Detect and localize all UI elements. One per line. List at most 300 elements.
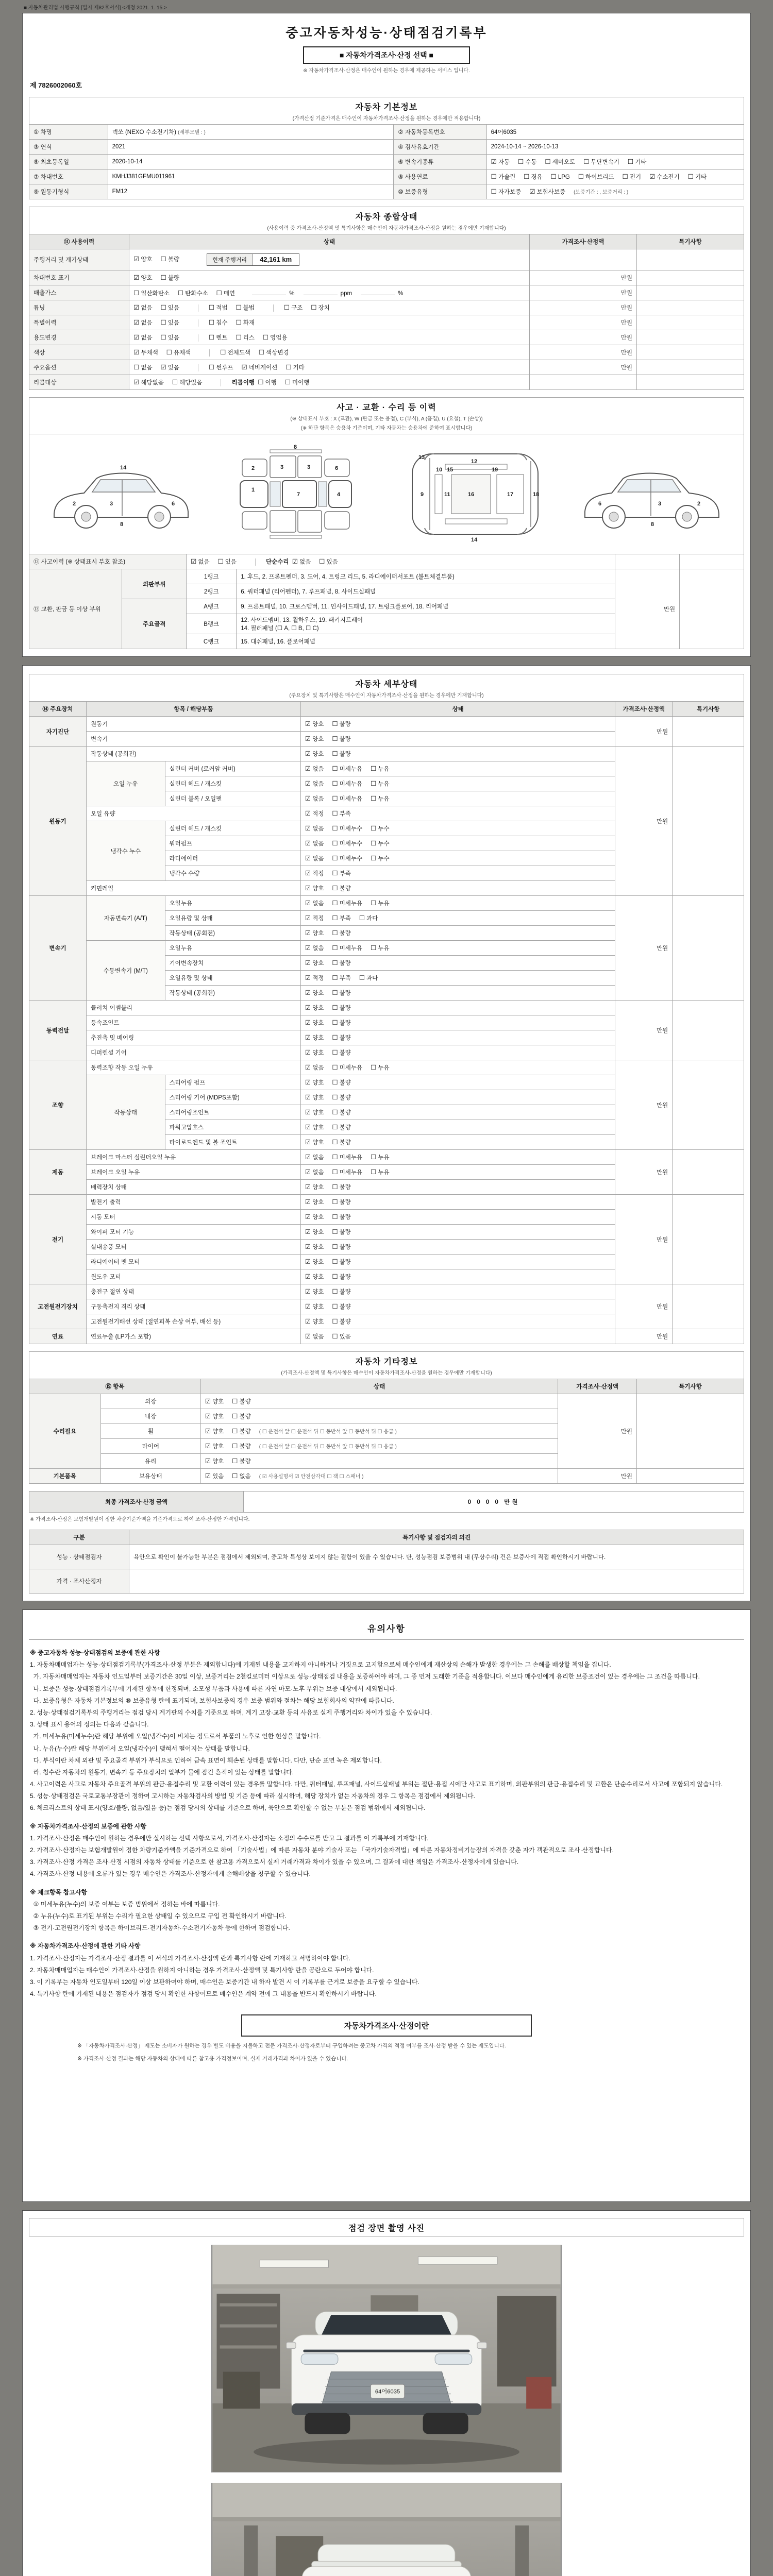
checkbox-option[interactable] (133, 289, 170, 297)
unchecked-checkbox-icon[interactable]: ☐ (209, 319, 215, 326)
checked-checkbox-icon[interactable]: ☑ (133, 334, 140, 341)
checkbox-option[interactable] (133, 303, 152, 312)
checkbox-option[interactable] (332, 1243, 350, 1251)
checkbox-option[interactable] (205, 1472, 224, 1480)
checked-checkbox-icon[interactable]: ☑ (305, 1303, 311, 1310)
unchecked-checkbox-icon[interactable]: ☐ (332, 1303, 338, 1310)
checked-checkbox-icon[interactable]: ☑ (305, 1243, 311, 1250)
checkbox-option[interactable] (305, 839, 324, 848)
checkbox-option[interactable] (524, 173, 542, 181)
checked-checkbox-icon[interactable]: ☑ (305, 1318, 311, 1325)
checkbox-option[interactable] (371, 794, 389, 803)
checkbox-option[interactable] (161, 363, 179, 371)
checked-checkbox-icon[interactable]: ☑ (305, 1019, 311, 1026)
checked-checkbox-icon[interactable]: ☑ (205, 1428, 211, 1435)
unchecked-checkbox-icon[interactable]: ☐ (332, 1004, 338, 1011)
checked-checkbox-icon[interactable]: ☑ (305, 855, 311, 862)
checkbox-option[interactable] (305, 1153, 324, 1161)
checkbox-option[interactable] (205, 1442, 224, 1450)
checked-checkbox-icon[interactable]: ☑ (305, 870, 311, 877)
checked-checkbox-icon[interactable]: ☑ (305, 720, 311, 727)
checkbox-option[interactable] (305, 735, 324, 743)
checked-checkbox-icon[interactable]: ☑ (305, 1004, 311, 1011)
checkbox-option[interactable] (332, 944, 362, 952)
checked-checkbox-icon[interactable]: ☑ (305, 914, 311, 922)
unchecked-checkbox-icon[interactable]: ☐ (236, 334, 242, 341)
checkbox-option[interactable] (205, 1412, 224, 1420)
checkbox-option[interactable] (371, 1063, 389, 1072)
unchecked-checkbox-icon[interactable]: ☐ (332, 765, 338, 772)
unchecked-checkbox-icon[interactable]: ☐ (216, 289, 222, 297)
checkbox-option[interactable] (133, 378, 164, 386)
unchecked-checkbox-icon[interactable]: ☐ (262, 334, 269, 341)
checked-checkbox-icon[interactable]: ☑ (305, 1288, 311, 1295)
checkbox-option[interactable] (305, 854, 324, 862)
checkbox-option[interactable] (263, 333, 288, 342)
checkbox-option[interactable] (332, 1123, 350, 1131)
checkbox-option[interactable] (284, 303, 303, 312)
checkbox-option[interactable] (305, 794, 324, 803)
checkbox-option[interactable] (332, 809, 350, 818)
unchecked-checkbox-icon[interactable]: ☐ (332, 989, 338, 996)
checkbox-option[interactable] (305, 1228, 324, 1236)
checkbox-option[interactable] (305, 779, 324, 788)
unchecked-checkbox-icon[interactable]: ☐ (133, 364, 140, 371)
checkbox-option[interactable] (332, 1004, 350, 1012)
unchecked-checkbox-icon[interactable]: ☐ (332, 959, 338, 967)
checkbox-option[interactable] (578, 173, 614, 181)
checkbox-option[interactable] (332, 1048, 350, 1057)
checkbox-option[interactable] (332, 959, 350, 967)
checkbox-option[interactable] (359, 914, 378, 922)
checkbox-option[interactable] (332, 1302, 350, 1311)
checkbox-option[interactable] (205, 1427, 224, 1435)
checkbox-option[interactable] (332, 1078, 350, 1087)
unchecked-checkbox-icon[interactable]: ☐ (232, 1472, 238, 1480)
unchecked-checkbox-icon[interactable]: ☐ (332, 929, 338, 937)
checkbox-option[interactable] (161, 333, 179, 342)
checkbox-option[interactable] (209, 363, 233, 371)
checkbox-option[interactable] (209, 333, 227, 342)
checked-checkbox-icon[interactable]: ☑ (305, 1124, 311, 1131)
unchecked-checkbox-icon[interactable]: ☐ (258, 349, 265, 356)
checkbox-option[interactable] (305, 1019, 324, 1027)
checkbox-option[interactable] (332, 854, 362, 862)
checkbox-option[interactable] (305, 765, 324, 773)
unchecked-checkbox-icon[interactable]: ☐ (217, 558, 224, 565)
checkbox-option[interactable] (305, 1243, 324, 1251)
checked-checkbox-icon[interactable]: ☑ (133, 379, 140, 386)
checkbox-option[interactable] (305, 824, 324, 833)
checkbox-option[interactable] (305, 1213, 324, 1221)
checkbox-option[interactable] (305, 1198, 324, 1206)
checkbox-option[interactable] (332, 824, 362, 833)
checkbox-option[interactable] (172, 378, 203, 386)
checkbox-option[interactable] (551, 173, 570, 180)
checkbox-option[interactable] (371, 1153, 389, 1161)
checked-checkbox-icon[interactable]: ☑ (305, 780, 311, 787)
unchecked-checkbox-icon[interactable]: ☐ (332, 870, 338, 877)
unchecked-checkbox-icon[interactable]: ☐ (160, 274, 166, 281)
unchecked-checkbox-icon[interactable]: ☐ (578, 173, 584, 180)
checked-checkbox-icon[interactable]: ☑ (649, 173, 656, 180)
checked-checkbox-icon[interactable]: ☑ (305, 1198, 311, 1206)
checked-checkbox-icon[interactable]: ☑ (305, 1034, 311, 1041)
checkbox-option[interactable] (332, 1138, 350, 1146)
checked-checkbox-icon[interactable]: ☑ (133, 256, 140, 263)
unchecked-checkbox-icon[interactable]: ☐ (371, 795, 377, 802)
checkbox-option[interactable] (332, 1183, 350, 1191)
checked-checkbox-icon[interactable]: ☑ (305, 1228, 311, 1235)
unchecked-checkbox-icon[interactable]: ☐ (332, 1318, 338, 1325)
checkbox-option[interactable] (133, 348, 158, 357)
checked-checkbox-icon[interactable]: ☑ (305, 1154, 311, 1161)
checkbox-option[interactable] (305, 1258, 324, 1266)
unchecked-checkbox-icon[interactable]: ☐ (332, 750, 338, 757)
checkbox-option[interactable] (242, 363, 278, 371)
checkbox-option[interactable] (305, 1033, 324, 1042)
checkbox-option[interactable] (232, 1442, 250, 1450)
checked-checkbox-icon[interactable]: ☑ (133, 274, 140, 281)
checkbox-option[interactable] (236, 333, 254, 342)
checkbox-option[interactable] (161, 274, 179, 282)
checkbox-option[interactable] (236, 303, 254, 312)
checkbox-option[interactable] (332, 1033, 350, 1042)
checkbox-option[interactable] (305, 720, 324, 728)
checkbox-option[interactable] (133, 333, 152, 342)
checked-checkbox-icon[interactable]: ☑ (305, 1183, 311, 1191)
checkbox-option[interactable] (305, 914, 324, 922)
checkbox-option[interactable] (332, 1213, 350, 1221)
checkbox-option[interactable] (220, 348, 250, 357)
checked-checkbox-icon[interactable]: ☑ (133, 349, 140, 356)
checkbox-option[interactable] (305, 1063, 324, 1072)
unchecked-checkbox-icon[interactable]: ☐ (332, 1124, 338, 1131)
unchecked-checkbox-icon[interactable]: ☐ (332, 1273, 338, 1280)
checkbox-option[interactable] (518, 158, 536, 166)
checkbox-option[interactable] (332, 794, 362, 803)
unchecked-checkbox-icon[interactable]: ☐ (371, 1154, 377, 1161)
checkbox-option[interactable] (305, 1078, 324, 1087)
checked-checkbox-icon[interactable]: ☑ (205, 1398, 211, 1405)
checkbox-option[interactable] (332, 974, 350, 982)
checkbox-option[interactable] (332, 1093, 350, 1101)
unchecked-checkbox-icon[interactable]: ☐ (332, 1034, 338, 1041)
checkbox-option[interactable] (319, 557, 338, 566)
checkbox-option[interactable] (305, 989, 324, 997)
checkbox-option[interactable] (232, 1397, 250, 1405)
checkbox-option[interactable] (232, 1427, 250, 1435)
checkbox-option[interactable] (232, 1472, 250, 1480)
checkbox-option[interactable] (305, 869, 324, 877)
checkbox-option[interactable] (332, 1108, 350, 1116)
unchecked-checkbox-icon[interactable]: ☐ (371, 840, 377, 847)
checked-checkbox-icon[interactable]: ☑ (205, 1443, 211, 1450)
unchecked-checkbox-icon[interactable]: ☐ (332, 720, 338, 727)
unchecked-checkbox-icon[interactable]: ☐ (220, 349, 226, 356)
checkbox-option[interactable] (191, 557, 209, 566)
checked-checkbox-icon[interactable]: ☑ (305, 1333, 311, 1340)
checked-checkbox-icon[interactable]: ☑ (205, 1472, 211, 1480)
unchecked-checkbox-icon[interactable]: ☐ (209, 334, 215, 341)
checkbox-option[interactable] (371, 944, 389, 952)
unchecked-checkbox-icon[interactable]: ☐ (258, 379, 264, 386)
checkbox-option[interactable] (332, 779, 362, 788)
checkbox-option[interactable] (305, 1287, 324, 1296)
unchecked-checkbox-icon[interactable]: ☐ (332, 1109, 338, 1116)
checked-checkbox-icon[interactable]: ☑ (133, 319, 140, 326)
checkbox-option[interactable] (332, 1258, 350, 1266)
unchecked-checkbox-icon[interactable]: ☐ (524, 173, 530, 180)
checked-checkbox-icon[interactable]: ☑ (205, 1458, 211, 1465)
checked-checkbox-icon[interactable]: ☑ (305, 1109, 311, 1116)
unchecked-checkbox-icon[interactable]: ☐ (332, 1288, 338, 1295)
checkbox-option[interactable] (259, 348, 289, 357)
checkbox-option[interactable] (305, 1123, 324, 1131)
checkbox-option[interactable] (332, 1287, 350, 1296)
checked-checkbox-icon[interactable]: ☑ (305, 929, 311, 937)
unchecked-checkbox-icon[interactable]: ☐ (236, 304, 242, 311)
checkbox-option[interactable] (311, 303, 329, 312)
unchecked-checkbox-icon[interactable]: ☐ (627, 158, 634, 165)
checkbox-option[interactable] (332, 1168, 362, 1176)
checked-checkbox-icon[interactable]: ☑ (305, 1213, 311, 1221)
checkbox-option[interactable] (371, 854, 389, 862)
unchecked-checkbox-icon[interactable]: ☐ (332, 900, 338, 907)
checkbox-option[interactable] (305, 959, 324, 967)
unchecked-checkbox-icon[interactable]: ☐ (371, 765, 377, 772)
unchecked-checkbox-icon[interactable]: ☐ (371, 900, 377, 907)
checked-checkbox-icon[interactable]: ☑ (133, 304, 140, 311)
checkbox-option[interactable] (545, 158, 576, 166)
unchecked-checkbox-icon[interactable]: ☐ (332, 825, 338, 832)
checkbox-option[interactable] (371, 839, 389, 848)
checked-checkbox-icon[interactable]: ☑ (305, 974, 311, 981)
unchecked-checkbox-icon[interactable]: ☐ (332, 1094, 338, 1101)
unchecked-checkbox-icon[interactable]: ☐ (332, 1064, 338, 1071)
unchecked-checkbox-icon[interactable]: ☐ (332, 1079, 338, 1086)
checked-checkbox-icon[interactable]: ☑ (305, 1049, 311, 1056)
checked-checkbox-icon[interactable]: ☑ (305, 825, 311, 832)
checkbox-option[interactable] (178, 289, 208, 297)
checkbox-option[interactable] (305, 1108, 324, 1116)
unchecked-checkbox-icon[interactable]: ☐ (359, 974, 365, 981)
checked-checkbox-icon[interactable]: ☑ (305, 750, 311, 757)
checkbox-option[interactable] (332, 720, 350, 728)
checkbox-option[interactable] (305, 1302, 324, 1311)
checkbox-option[interactable] (305, 809, 324, 818)
checkbox-option[interactable] (236, 318, 254, 327)
checkbox-option[interactable] (628, 158, 646, 166)
unchecked-checkbox-icon[interactable]: ☐ (332, 840, 338, 847)
checkbox-option[interactable] (285, 363, 304, 371)
unchecked-checkbox-icon[interactable]: ☐ (332, 1333, 338, 1340)
unchecked-checkbox-icon[interactable]: ☐ (371, 780, 377, 787)
checkbox-option[interactable] (332, 1198, 350, 1206)
checkbox-option[interactable] (491, 188, 522, 196)
unchecked-checkbox-icon[interactable]: ☐ (160, 334, 166, 341)
unchecked-checkbox-icon[interactable]: ☐ (371, 944, 377, 952)
unchecked-checkbox-icon[interactable]: ☐ (371, 825, 377, 832)
checkbox-option[interactable] (529, 188, 565, 196)
unchecked-checkbox-icon[interactable]: ☐ (177, 289, 184, 297)
checkbox-option[interactable] (305, 750, 324, 758)
checkbox-option[interactable] (305, 1004, 324, 1012)
checked-checkbox-icon[interactable]: ☑ (305, 1273, 311, 1280)
checkbox-option[interactable] (688, 173, 707, 181)
checkbox-option[interactable] (305, 1273, 324, 1281)
unchecked-checkbox-icon[interactable]: ☐ (232, 1443, 238, 1450)
checked-checkbox-icon[interactable]: ☑ (160, 364, 166, 371)
unchecked-checkbox-icon[interactable]: ☐ (332, 810, 338, 817)
unchecked-checkbox-icon[interactable]: ☐ (622, 173, 628, 180)
unchecked-checkbox-icon[interactable]: ☐ (332, 1183, 338, 1191)
checked-checkbox-icon[interactable]: ☑ (305, 795, 311, 802)
unchecked-checkbox-icon[interactable]: ☐ (371, 1168, 377, 1176)
checkbox-option[interactable] (305, 1093, 324, 1101)
unchecked-checkbox-icon[interactable]: ☐ (371, 855, 377, 862)
unchecked-checkbox-icon[interactable]: ☐ (332, 1228, 338, 1235)
checkbox-option[interactable] (305, 1138, 324, 1146)
checkbox-option[interactable] (216, 289, 235, 297)
checkbox-option[interactable] (305, 884, 324, 892)
unchecked-checkbox-icon[interactable]: ☐ (332, 974, 338, 981)
checked-checkbox-icon[interactable]: ☑ (305, 810, 311, 817)
unchecked-checkbox-icon[interactable]: ☐ (232, 1398, 238, 1405)
unchecked-checkbox-icon[interactable]: ☐ (284, 379, 291, 386)
checked-checkbox-icon[interactable]: ☑ (491, 158, 497, 165)
checkbox-option[interactable] (332, 1063, 362, 1072)
checkbox-option[interactable] (332, 1019, 350, 1027)
checkbox-option[interactable] (305, 1317, 324, 1326)
unchecked-checkbox-icon[interactable]: ☐ (491, 173, 497, 180)
unchecked-checkbox-icon[interactable]: ☐ (332, 1243, 338, 1250)
unchecked-checkbox-icon[interactable]: ☐ (332, 1168, 338, 1176)
unchecked-checkbox-icon[interactable]: ☐ (332, 735, 338, 742)
unchecked-checkbox-icon[interactable]: ☐ (332, 1258, 338, 1265)
checkbox-option[interactable] (305, 929, 324, 937)
checkbox-option[interactable] (258, 378, 276, 386)
checkbox-option[interactable] (209, 303, 227, 312)
checkbox-option[interactable] (371, 899, 389, 907)
checkbox-option[interactable] (209, 318, 227, 327)
checkbox-option[interactable] (332, 1317, 350, 1326)
checkbox-option[interactable] (332, 899, 362, 907)
checkbox-option[interactable] (305, 944, 324, 952)
unchecked-checkbox-icon[interactable]: ☐ (332, 885, 338, 892)
checked-checkbox-icon[interactable]: ☑ (305, 944, 311, 952)
unchecked-checkbox-icon[interactable]: ☐ (283, 304, 290, 311)
unchecked-checkbox-icon[interactable]: ☐ (332, 1213, 338, 1221)
checkbox-option[interactable] (305, 1168, 324, 1176)
unchecked-checkbox-icon[interactable]: ☐ (518, 158, 524, 165)
unchecked-checkbox-icon[interactable]: ☐ (160, 319, 166, 326)
checkbox-option[interactable] (161, 303, 179, 312)
unchecked-checkbox-icon[interactable]: ☐ (332, 914, 338, 922)
unchecked-checkbox-icon[interactable]: ☐ (319, 558, 325, 565)
unchecked-checkbox-icon[interactable]: ☐ (583, 158, 590, 165)
unchecked-checkbox-icon[interactable]: ☐ (359, 914, 365, 922)
checkbox-option[interactable] (332, 929, 350, 937)
checked-checkbox-icon[interactable]: ☑ (305, 1258, 311, 1265)
checkbox-option[interactable] (371, 765, 389, 773)
checkbox-option[interactable] (623, 173, 641, 181)
checkbox-option[interactable] (133, 318, 152, 327)
checkbox-option[interactable] (332, 1228, 350, 1236)
checkbox-option[interactable] (649, 173, 680, 181)
checked-checkbox-icon[interactable]: ☑ (305, 900, 311, 907)
checked-checkbox-icon[interactable]: ☑ (305, 1064, 311, 1071)
unchecked-checkbox-icon[interactable]: ☐ (332, 1139, 338, 1146)
checkbox-option[interactable] (166, 348, 191, 357)
checkbox-option[interactable] (332, 884, 350, 892)
unchecked-checkbox-icon[interactable]: ☐ (236, 319, 242, 326)
checked-checkbox-icon[interactable]: ☑ (305, 885, 311, 892)
checked-checkbox-icon[interactable]: ☑ (305, 959, 311, 967)
checkbox-option[interactable] (491, 173, 516, 181)
checked-checkbox-icon[interactable]: ☑ (305, 765, 311, 772)
checkbox-option[interactable] (292, 557, 311, 566)
checkbox-option[interactable] (133, 255, 152, 263)
unchecked-checkbox-icon[interactable]: ☐ (332, 1154, 338, 1161)
unchecked-checkbox-icon[interactable]: ☐ (687, 173, 694, 180)
checkbox-option[interactable] (305, 1332, 324, 1341)
checkbox-option[interactable] (161, 318, 179, 327)
unchecked-checkbox-icon[interactable]: ☐ (160, 256, 166, 263)
checkbox-option[interactable] (305, 899, 324, 907)
checked-checkbox-icon[interactable]: ☑ (305, 989, 311, 996)
checkbox-option[interactable] (332, 765, 362, 773)
checkbox-option[interactable] (371, 779, 389, 788)
checked-checkbox-icon[interactable]: ☑ (305, 1094, 311, 1101)
checked-checkbox-icon[interactable]: ☑ (292, 558, 298, 565)
checkbox-option[interactable] (305, 1183, 324, 1191)
checked-checkbox-icon[interactable]: ☑ (305, 735, 311, 742)
unchecked-checkbox-icon[interactable]: ☐ (285, 364, 292, 371)
checked-checkbox-icon[interactable]: ☑ (191, 558, 197, 565)
unchecked-checkbox-icon[interactable]: ☐ (332, 1019, 338, 1026)
checkbox-option[interactable] (232, 1412, 250, 1420)
checked-checkbox-icon[interactable]: ☑ (241, 364, 247, 371)
checkbox-option[interactable] (371, 1168, 389, 1176)
checkbox-option[interactable] (161, 255, 179, 263)
unchecked-checkbox-icon[interactable]: ☐ (133, 289, 140, 297)
checkbox-option[interactable] (332, 914, 350, 922)
checkbox-option[interactable] (305, 974, 324, 982)
unchecked-checkbox-icon[interactable]: ☐ (332, 795, 338, 802)
unchecked-checkbox-icon[interactable]: ☐ (232, 1413, 238, 1420)
checkbox-option[interactable] (332, 839, 362, 848)
checked-checkbox-icon[interactable]: ☑ (305, 1079, 311, 1086)
unchecked-checkbox-icon[interactable]: ☐ (166, 349, 172, 356)
checked-checkbox-icon[interactable]: ☑ (529, 188, 535, 195)
unchecked-checkbox-icon[interactable]: ☐ (332, 1049, 338, 1056)
checkbox-option[interactable] (332, 869, 350, 877)
unchecked-checkbox-icon[interactable]: ☐ (332, 780, 338, 787)
checkbox-option[interactable] (232, 1457, 250, 1465)
checked-checkbox-icon[interactable]: ☑ (305, 1139, 311, 1146)
checkbox-option[interactable] (285, 378, 310, 386)
checkbox-option[interactable] (218, 557, 237, 566)
checkbox-option[interactable] (359, 974, 378, 982)
unchecked-checkbox-icon[interactable]: ☐ (209, 304, 215, 311)
checkbox-option[interactable] (332, 1332, 350, 1341)
checked-checkbox-icon[interactable]: ☑ (205, 1413, 211, 1420)
checkbox-option[interactable] (305, 1048, 324, 1057)
checkbox-option[interactable] (133, 274, 152, 282)
checkbox-option[interactable] (332, 1273, 350, 1281)
unchecked-checkbox-icon[interactable]: ☐ (160, 304, 166, 311)
